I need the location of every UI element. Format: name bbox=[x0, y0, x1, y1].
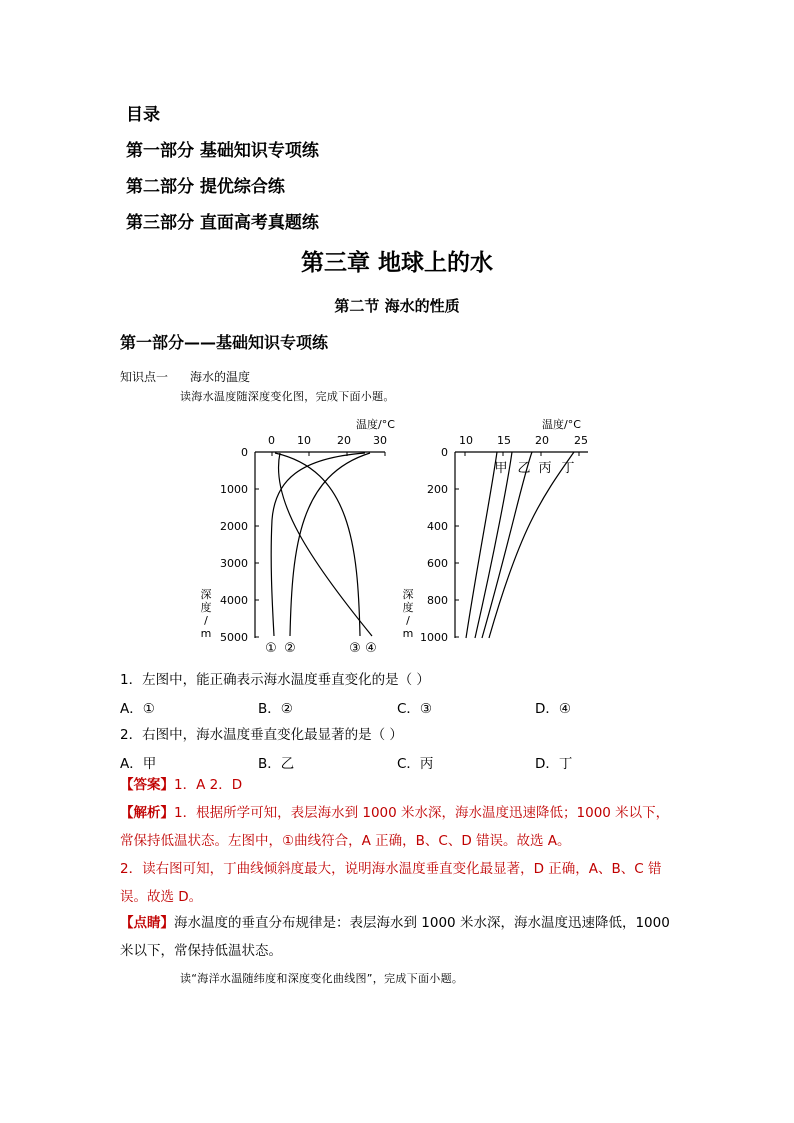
right-curve-label-yi: 乙 bbox=[517, 461, 531, 476]
tip-label: 【点睛】 bbox=[120, 915, 174, 931]
right-curve-ding bbox=[489, 452, 574, 638]
toc-item-part1[interactable]: 第一部分 基础知识专项练 bbox=[126, 141, 319, 161]
tip-text: 海水温度的垂直分布规律是：表层海水到 1000 米水深，海水温度迅速降低，1000 米以下，常保持低温状态。 bbox=[120, 915, 670, 959]
right-curve-label-ding: 丁 bbox=[561, 461, 575, 476]
right-temp-tick-25: 25 bbox=[574, 434, 588, 447]
analysis-line-2: 2．读右图可知，丁曲线倾斜度最大，说明海水温度垂直变化最显著，D 正确，A、B、C 错误。故选 D。 bbox=[120, 861, 662, 905]
right-temp-tick-15: 15 bbox=[497, 434, 511, 447]
q2-option-a[interactable]: A．甲 bbox=[120, 756, 157, 772]
knowledge-point-label: 知识点一 bbox=[120, 370, 169, 384]
right-temp-tick-20: 20 bbox=[535, 434, 549, 447]
left-curve-2 bbox=[290, 453, 370, 636]
q1-option-c[interactable]: C．③ bbox=[397, 701, 433, 717]
left-temp-tick-10: 10 bbox=[297, 434, 311, 447]
left-depth-label-4: m bbox=[200, 627, 212, 640]
left-curve-4 bbox=[278, 453, 372, 636]
right-depth-label-1: 深 bbox=[402, 588, 414, 601]
q2-option-d[interactable]: D．丁 bbox=[535, 756, 573, 772]
temperature-depth-figure bbox=[0, 412, 794, 662]
instruction-1: 读海水温度随深度变化图，完成下面小题。 bbox=[180, 390, 395, 403]
analysis-line-1: 1．根据所学可知，表层海水到 1000 米水深，海水温度迅速降低；1000 米以下，常保持低温状态。左图中，①曲线符合，A 正确，B、C、D 错误。故选 A。 bbox=[120, 805, 670, 849]
right-depth-tick-0: 0 bbox=[441, 446, 448, 459]
knowledge-point bbox=[120, 368, 250, 385]
left-depth-label-1: 深 bbox=[200, 588, 212, 601]
left-depth-tick-5000: 5000 bbox=[220, 631, 248, 644]
right-depth-tick-600: 600 bbox=[427, 557, 448, 570]
knowledge-point-name: 海水的温度 bbox=[190, 370, 251, 384]
right-depth-tick-400: 400 bbox=[427, 520, 448, 533]
right-temp-tick-10: 10 bbox=[459, 434, 473, 447]
left-temp-tick-20: 20 bbox=[337, 434, 351, 447]
question-2-stem: 2．右图中，海水温度垂直变化最显著的是（ ） bbox=[120, 727, 403, 743]
right-depth-tick-200: 200 bbox=[427, 483, 448, 496]
answer-block bbox=[120, 771, 680, 799]
left-curve-label-4: ④ bbox=[365, 641, 377, 656]
part-title: 第一部分——基础知识专项练 bbox=[120, 333, 329, 352]
left-temp-tick-30: 30 bbox=[373, 434, 387, 447]
right-chart bbox=[455, 452, 588, 638]
right-depth-label-4: m bbox=[402, 627, 414, 640]
toc-title: 目录 bbox=[126, 105, 160, 125]
left-depth-tick-3000: 3000 bbox=[220, 557, 248, 570]
instruction-2: 读“海洋水温随纬度和深度变化曲线图”，完成下面小题。 bbox=[180, 972, 464, 985]
tip-block bbox=[120, 909, 680, 965]
left-depth-tick-4000: 4000 bbox=[220, 594, 248, 607]
right-depth-label-3: / bbox=[406, 614, 410, 627]
left-curve-label-1: ① bbox=[265, 641, 277, 656]
answer-text: 1．A 2．D bbox=[174, 777, 243, 793]
question-1-stem: 1．左图中，能正确表示海水温度垂直变化的是（ ） bbox=[120, 672, 430, 688]
toc-item-part3[interactable]: 第三部分 直面高考真题练 bbox=[126, 213, 319, 233]
right-depth-tick-800: 800 bbox=[427, 594, 448, 607]
right-curve-label-jia: 甲 bbox=[494, 461, 508, 476]
q2-option-c[interactable]: C．丙 bbox=[397, 756, 434, 772]
left-curve-label-2: ② bbox=[284, 641, 296, 656]
q1-option-a[interactable]: A．① bbox=[120, 701, 155, 717]
left-chart bbox=[255, 452, 385, 638]
left-temp-tick-0: 0 bbox=[268, 434, 275, 447]
q2-option-b[interactable]: B．乙 bbox=[258, 756, 295, 772]
left-curve-1 bbox=[271, 453, 365, 636]
q1-option-b[interactable]: B．② bbox=[258, 701, 293, 717]
left-depth-label-2: 度 bbox=[200, 601, 212, 614]
left-temp-label: 温度/°C bbox=[356, 418, 395, 431]
answer-label: 【答案】 bbox=[120, 777, 174, 793]
left-depth-tick-0: 0 bbox=[241, 446, 248, 459]
analysis-label: 【解析】 bbox=[120, 805, 174, 821]
toc-item-part2[interactable]: 第二部分 提优综合练 bbox=[126, 177, 285, 197]
q1-option-d[interactable]: D．④ bbox=[535, 701, 571, 717]
right-temp-label: 温度/°C bbox=[542, 418, 581, 431]
right-depth-label-2: 度 bbox=[402, 601, 414, 614]
right-curve-label-bing: 丙 bbox=[538, 461, 552, 476]
left-depth-label-3: / bbox=[204, 614, 208, 627]
left-depth-tick-1000: 1000 bbox=[220, 483, 248, 496]
section-title: 第二节 海水的性质 bbox=[334, 297, 460, 315]
chapter-title: 第三章 地球上的水 bbox=[300, 250, 493, 276]
left-depth-tick-2000: 2000 bbox=[220, 520, 248, 533]
analysis-block bbox=[120, 799, 680, 855]
right-depth-tick-1000: 1000 bbox=[420, 631, 448, 644]
left-curve-label-3: ③ bbox=[349, 641, 361, 656]
